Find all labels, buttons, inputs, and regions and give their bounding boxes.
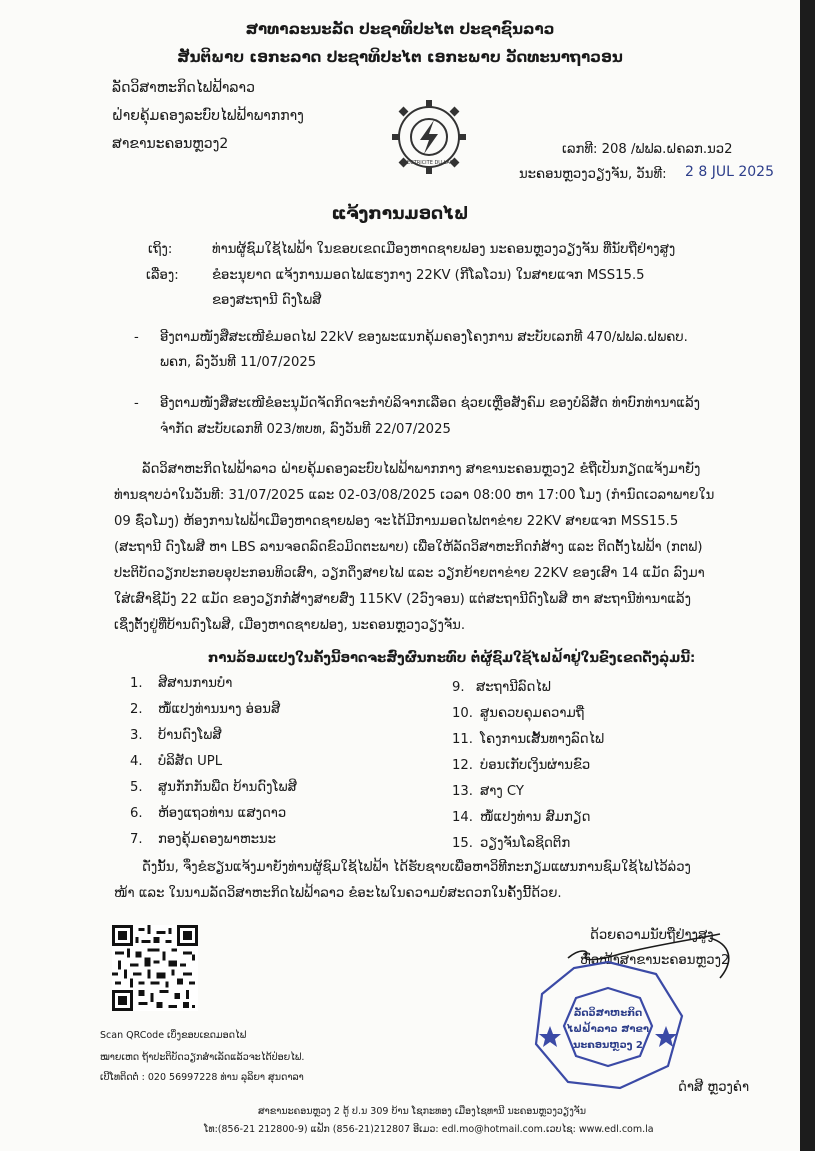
ref-2-line1: ອີງຕາມໜັງສືສະເໜີຂໍອະນຸມັດຈັດກິດຈະກໍາບໍລິຈາກເລືອດ ຊ່ວຍເຫຼືອສັງຄົມ ຂອງບໍລິສັດ ທ່າບົກທ່ານາແລ້ງ [160, 396, 701, 411]
area-item: ວຽງຈັນໂລຊິດຕິກ [480, 836, 571, 851]
area-num: 10. [452, 706, 473, 721]
footer-address: ສາຂານະຄອນຫຼວງ 2 ຕູ້ ປ.ນ 309 ບ້ານ ໂຊກະທອງ ເມືອງໄຊທານີ ນະຄອນຫຼວງວຽງຈັນ [258, 1106, 587, 1117]
stamp-text-3: ນະຄອນຫຼວງ 2 [573, 1040, 643, 1051]
main-para-line2: ທ່ານຊາບວ່າໃນວັນທີ: 31/07/2025 ແລະ 02-03/08/2025 ເວລາ 08:00 ຫາ 17:00 ໂມງ (ກໍານົດເວລາພາຍໃນ [114, 488, 715, 503]
main-para-line5: ປະຕິບັດວຽກປະກອບອຸປະກອນທິວເສົາ, ວຽກດຶງສາຍໄຟ ແລະ ວຽກຍ້າຍຕາຂ່າຍ 22KV ຂອງເສົາ 14 ແມັດ ລົງມາ [114, 566, 705, 581]
area-item: ໜໍ້ແປງທ່ານ ສົມກຽດ [480, 810, 591, 825]
org-name: ລັດວິສາຫະກິດໄຟຟ້າລາວ [112, 80, 255, 96]
reference-date-label: ນະຄອນຫຼວງວຽງຈັນ, ວັນທີ: [519, 167, 667, 182]
area-item: ຫ້ອງແຖວທ່ານ ແສງດາວ [158, 806, 287, 821]
areas-heading: ການລ້ອມແປງໃນຄັ້ງນີ້ອາດຈະສົ່ງຜົນກະທົບ ຕໍ່ຜູ້ຊົມໃຊ້ໄຟຟ້າຢູ່ໃນຂົງເຂດດັ່ງລຸ່ມນີ້: [208, 651, 696, 666]
qr-note: ໝາຍເຫດ ຖ້າປະຕິບັດວຽກສໍາເລັດແລ້ວຈະໄດ້ປ່ອຍໄຟ. [100, 1052, 305, 1063]
area-item: ບໍລິສັດ UPL [158, 754, 223, 769]
regards-text: ດ້ວຍຄວາມນັບຖືຢ່າງສູງ [590, 928, 714, 943]
footer-contact: ໂທ:(856-21 212800-9) ແຟັກ (856-21)212807 ອີເມວ: edl.mo@hotmail.com.ເວບໄຊ: www.edl.com.la [204, 1124, 654, 1135]
ref-2-line2: ຈໍາກັດ ສະບັບເລກທີ 023/ທບທ, ລົງວັນທີ 22/07/2025 [160, 422, 451, 437]
area-item: ສູນກັກກັນພືດ ບ້ານດົງໂພສີ [158, 780, 297, 795]
signatory-name: ດໍາສີ ຫຼວງຄໍາ [678, 1080, 750, 1095]
area-item: ບ້ານດົງໂພສີ [158, 728, 222, 743]
area-num: 14. [452, 810, 473, 825]
area-num: 2. [130, 702, 143, 717]
area-num: 6. [130, 806, 143, 821]
area-item: ບ່ອນເກັບເງິນຜ່ານຂົວ [480, 758, 591, 773]
subject-line1: ຂໍອະນຸຍາດ ແຈ້ງການມອດໄຟແຮງກາງ 22KV (ກີໂລໂວນ) ໃນສາຍແຈກ MSS15.5 [212, 268, 645, 283]
area-item: ສີສານການບໍາ [158, 676, 233, 691]
area-num: 5. [130, 780, 143, 795]
area-num: 12. [452, 758, 473, 773]
edl-logo [390, 98, 468, 176]
area-num: 13. [452, 784, 473, 799]
reference-number: ເລກທີ: 208 /ຟຟລ.ຝຄລກ.ນວ2 [562, 142, 733, 157]
area-num: 1. [130, 676, 143, 691]
national-motto-line1: ສາທາລະນະລັດ ປະຊາທິປະໄຕ ປະຊາຊົນລາວ [245, 20, 555, 38]
signatory-position: ຫົວໜ້າສາຂານະຄອນຫຼວງ2 [580, 953, 730, 968]
ref-1-line2: ພຄກ, ລົງວັນທີ 11/07/2025 [160, 355, 317, 370]
area-num: 3. [130, 728, 143, 743]
area-item: ສາງ CY [480, 784, 524, 799]
main-para-line7: ເຊິ່ງຕັ້ງຢູ່ທີ່ບ້ານດົງໂພສີ, ເມືອງຫາດຊາຍຟອງ, ນະຄອນຫຼວງວຽງຈັນ. [114, 618, 466, 633]
stamp-text-2: ໄຟຟ້າລາວ ສາຂາ [566, 1024, 650, 1035]
document-title: ແຈ້ງການມອດໄຟ [331, 204, 469, 224]
subject-line2: ຂອງສະຖານີ ດົງໂພສີ [212, 293, 322, 308]
subject-label: ເລື່ອງ: [146, 268, 179, 283]
area-num: 11. [452, 732, 473, 747]
org-branch: ສາຂານະຄອນຫຼວງ2 [112, 136, 229, 152]
logo-caption: ELECTRICITE DU LAOS [401, 160, 457, 166]
main-para-line1: ລັດວິສາຫະກິດໄຟຟ້າລາວ ຝ່າຍຄຸ້ມຄອງລະບົບໄຟຟ້າພາກກາງ ສາຂານະຄອນຫຼວງ2 ຂໍຖືເປັນກຽດແຈ້ງມາຍັງ [142, 462, 701, 477]
qr-contact: ເບີໂທຕິດຕໍ່ : 020 56997228 ທ່ານ ລຸລິຍາ ສຸນດາລາ [100, 1072, 304, 1083]
stamp-text-1: ລັດວິສາຫະກິດ [573, 1008, 643, 1019]
area-item: ໂຄງການເສັ້ນທາງລົດໄຟ [480, 732, 605, 747]
national-motto-line2: ສັນຕິພາບ ເອກະລາດ ປະຊາທິປະໄຕ ເອກະພາບ ວັດທະນາຖາວອນ [177, 48, 623, 66]
qr-caption: Scan QRCode ເບິ່ງຂອບເຂດມອດໄຟ [100, 1030, 247, 1041]
main-para-line6: ໃສ່ເສົາຊີມັງ 22 ແມັດ ຂອງວຽກກໍ່ສ້າງສາຍສົ່ງ 115KV (2ວົງຈອນ) ແຕ່ສະຖານີດົງໂພສີ ຫາ ສະຖານີທ່ານາແລ້ງ [114, 592, 691, 607]
area-item: ກອງຄຸ້ມຄອງພາຫະນະ [158, 832, 276, 847]
date-stamp: 2 8 JUL 2025 [685, 164, 774, 180]
area-item: ສູນຄວບຄຸມຄວາມຖີ່ [480, 706, 585, 721]
closing-line1: ດັ່ງນັ້ນ, ຈຶ່ງຂໍຮຽນແຈ້ງມາຍັງທ່ານຜູ້ຊົມໃຊ້ໄຟຟ້າ ໄດ້ຮັບຊາບເພື່ອຫາວິທີກະກຽມແຜນການຊົມໃຊ້ໄຟໄວ້ລ່ວງ [142, 860, 691, 875]
area-item: ໜໍ້ແປງທ່ານນາງ ອ່ອນສີ [158, 702, 281, 717]
qr-code [112, 925, 198, 1011]
area-num: 15. [452, 836, 473, 851]
area-num: 9. [452, 680, 465, 695]
main-para-line4: (ສະຖານີ ດົງໂພສີ ຫາ LBS ລານຈອດລົດຂົວມິດຕະພາບ) ເພື່ອໃຫ້ລັດວິສາຫະກິດກໍ່ສ້າງ ແລະ ຕິດຕັ້ງໄຟຟ້າ (ກຕຟ) [114, 540, 703, 555]
main-para-line3: 09 ຊົ່ວໂມງ) ຫ້ອງການໄຟຟ້າເມືອງຫາດຊາຍຟອງ ຈະໄດ້ມີການມອດໄຟຕາຂ່າຍ 22KV ສາຍແຈກ MSS15.5 [114, 514, 679, 529]
area-num: 7. [130, 832, 143, 847]
scan-dark-edge [800, 0, 815, 1151]
ref-1-line1: ອີງຕາມໜັງສືສະເໜີຂໍມອດໄຟ 22kV ຂອງພະແນກຄຸ້ມຄອງໂຄງການ ສະບັບເລກທີ 470/ຟຟລ.ຝພຄບ. [160, 330, 688, 345]
ref-bullet-1: - [134, 330, 139, 345]
official-stamp [528, 958, 688, 1093]
ref-bullet-2: - [134, 396, 139, 411]
area-item: ສະຖານີລົດໄຟ [476, 680, 551, 695]
org-department: ຝ່າຍຄຸ້ມຄອງລະບົບໄຟຟ້າພາກກາງ [112, 108, 304, 124]
closing-line2: ໜ້າ ແລະ ໃນນາມລັດວິສາຫະກິດໄຟຟ້າລາວ ຂໍອະໄພໃນຄວາມບໍ່ສະດວກໃນຄັ້ງນີ້ດ້ວຍ. [114, 886, 562, 901]
to-label: ເຖິງ: [148, 242, 173, 257]
to-text: ທ່ານຜູ້ຊົມໃຊ້ໄຟຟ້າ ໃນຂອບເຂດເມືອງຫາດຊາຍຟອງ ນະຄອນຫຼວງວຽງຈັນ ທີ່ນັບຖືຢ່າງສູງ [212, 242, 676, 257]
area-num: 4. [130, 754, 143, 769]
